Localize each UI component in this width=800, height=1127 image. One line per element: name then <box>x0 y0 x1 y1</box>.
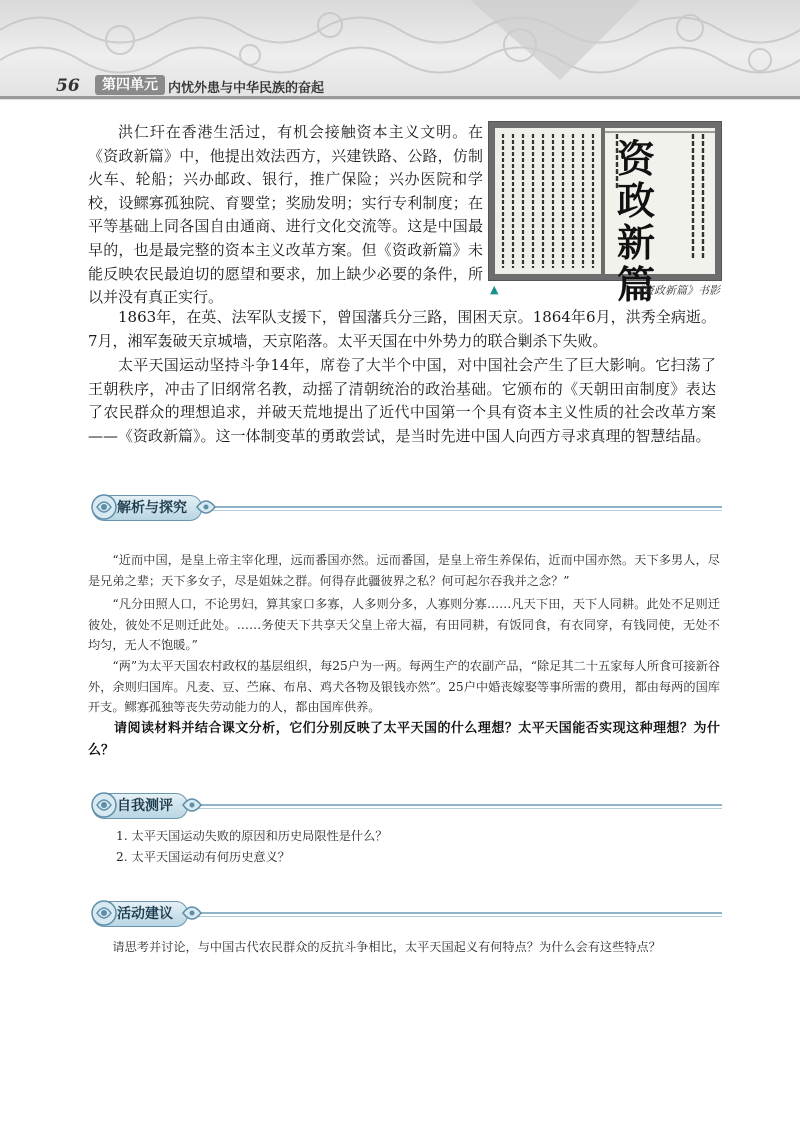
book-title: 资政新篇 <box>617 136 656 307</box>
vertical-text-lines <box>495 128 601 274</box>
ornament-icon <box>89 897 119 929</box>
section-activity-header <box>82 897 722 931</box>
analysis-heading: 解析与探究 <box>117 500 187 516</box>
self-test-list <box>116 826 387 868</box>
analysis-question: 请阅读材料并结合课文分析，它们分别反映了太平天国的什么理想？太平天国能否实现这种理想？为什么？ <box>88 721 720 758</box>
activity-text: 请思考并讨论，与中国古代农民群众的反抗斗争相比，太平天国起义有何特点？为什么会有这些特点？ <box>112 940 661 954</box>
book-page-left <box>495 128 601 274</box>
list-item: 1. 太平天国运动失败的原因和历史局限性是什么？ <box>116 829 388 843</box>
ornament-right-icon <box>195 493 217 521</box>
self-test-heading: 自我测评 <box>117 798 173 814</box>
note-liang-system: “两”为太平天国农村政权的基层组织，每25户为一两。每两生产的农副产品，“除足其二十五家每人所食可接新谷外，余则归国库。凡麦、豆、苎麻、布帛、鸡犬各物及银钱亦然”。25户中婚丧嫁娶等事所需的费用，都由每两的国库开支。鳏寡孤独等丧失劳动能力的人，都由国库供养。 <box>88 659 720 714</box>
page-number: 56 <box>56 76 80 96</box>
self-test-badge <box>92 793 188 819</box>
ornament-icon <box>89 789 119 821</box>
page-header <box>0 0 800 100</box>
list-item: 2. 太平天国运动有何历史意义？ <box>116 850 290 864</box>
ornament-right-icon <box>181 899 203 927</box>
section-self-test-header <box>82 789 722 823</box>
activity-heading: 活动建议 <box>117 906 173 922</box>
section-analysis-header <box>82 491 722 525</box>
triangle-icon: ▲ <box>490 283 499 296</box>
analysis-badge <box>92 495 202 521</box>
unit-title: 内忧外患与中华民族的奋起 <box>168 81 325 96</box>
paragraph-zizheng: 洪仁玕在香港生活过，有机会接触资本主义文明。在《资政新篇》中，他提出效法西方，兴建铁路、公路，仿制火车、轮船；兴办邮政、银行，推广保险；兴办医院和学校，设鳏寡孤独院、育婴堂；奖励发明；实行专利制度；在平等基础上同各国自由通商、进行文化交流等。这是中国最早的，也是最完整的资本主义改革方案。但《资政新篇》未能反映农民最迫切的愿望和要求，加上缺少必要的条件，所以并没有真正实行。 <box>88 123 483 307</box>
paragraph-significance: 太平天国运动坚持斗争14年，席卷了大半个中国，对中国社会产生了巨大影响。它扫荡了王朝秩序，冲击了旧纲常名教，动摇了清朝统治的政治基础。它颁布的《天朝田亩制度》表达了农民群众的理想追求，并破天荒地提出了近代中国第一个具有资本主义性质的社会改革方案——《资政新篇》。这一体制变革的勇敢尝试，是当时先进中国人向西方寻求真理的智慧结晶。 <box>88 356 716 445</box>
unit-label: 第四单元 <box>95 75 165 95</box>
header-divider <box>0 96 800 99</box>
ornament-right-icon <box>181 791 203 819</box>
ornament-icon <box>89 491 119 523</box>
quote-heavenly-kingdom: “近而中国，是皇上帝主宰化理，远而番国亦然。远而番国，是皇上帝生养保佑，近而中国亦然。天下多男人，尽是兄弟之辈；天下多女子，尽是姐妹之群。何得存此疆彼界之私？何可起尔吞我并之念？” <box>88 553 720 588</box>
paragraph-defeat: 1863年，在英、法军队支援下，曾国藩兵分三路，围困天京。1864年6月，洪秀全病逝。7月，湘军轰破天京城墙，天京陷落。太平天国在中外势力的联合剿杀下失败。 <box>88 308 716 350</box>
figure-caption-text: 《资政新篇》书影 <box>632 284 720 297</box>
activity-badge <box>92 901 188 927</box>
quote-land-system: “凡分田照人口，不论男妇，算其家口多寡，人多则分多，人寡则分寡……凡天下田，天下人同耕。此处不足则迁彼处，彼处不足则迁此处。……务使天下共享天父皇上帝大福，有田同耕，有饭同食，有衣同穿，有钱同使，无处不均匀，无人不饱暖。” <box>88 597 720 652</box>
figure-caption <box>488 282 720 298</box>
